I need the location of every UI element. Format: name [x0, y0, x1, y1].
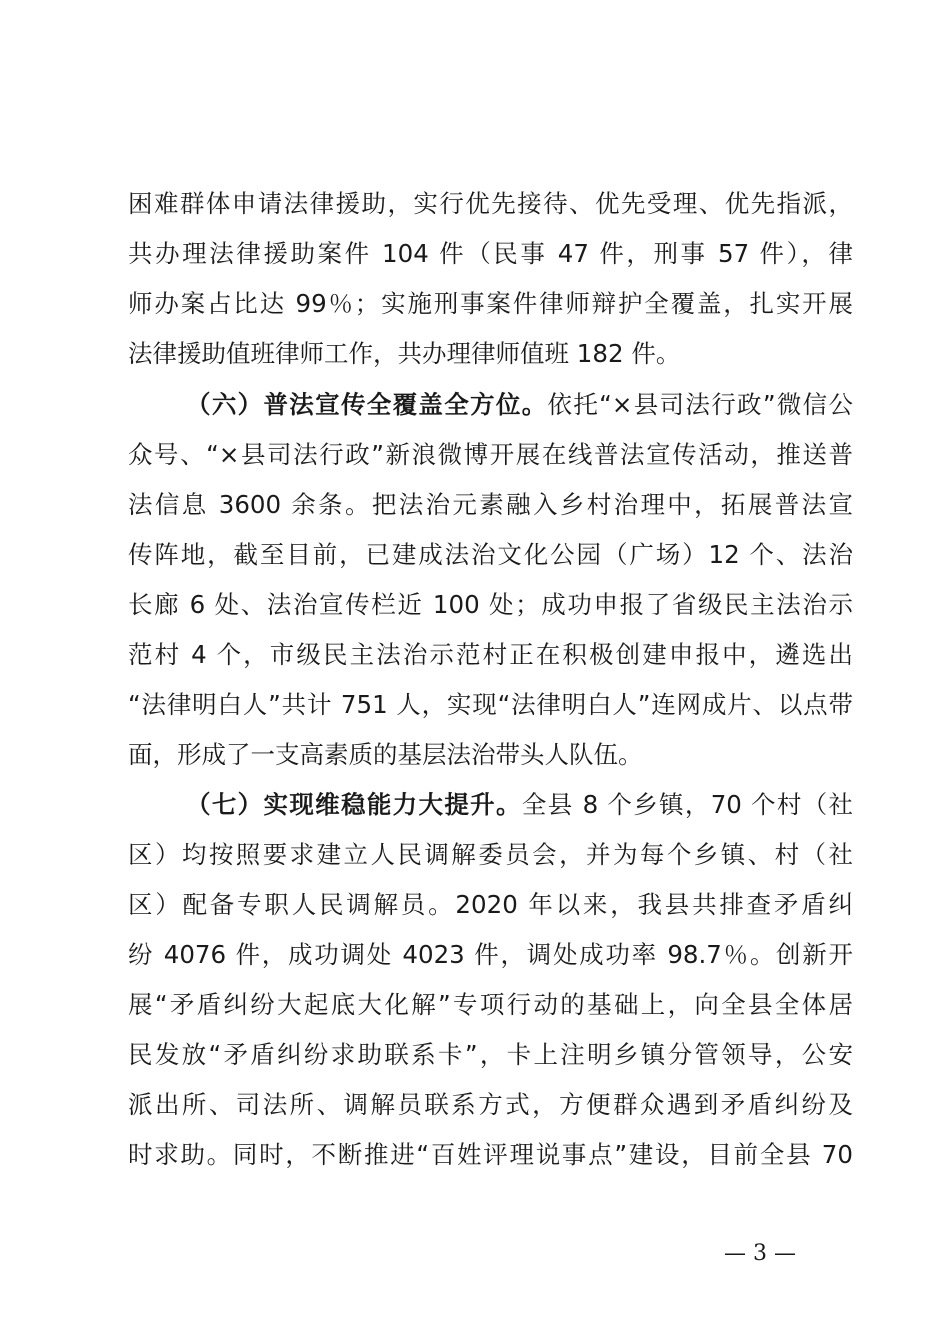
- text-line: 法律援助值班律师工作，共办理律师值班 182 件。: [128, 339, 681, 368]
- page-number: — 3 —: [724, 1241, 796, 1266]
- text-line: 区）配备专职人民调解员。2020 年以来，我县共排查矛盾纠: [128, 890, 853, 919]
- text-line: 民发放“矛盾纠纷求助联系卡”，卡上注明乡镇分管领导，公安: [128, 1040, 853, 1069]
- text-line: 派出所、司法所、调解员联系方式，方便群众遇到矛盾纠纷及: [128, 1090, 853, 1119]
- text-line: 时求助。同时，不断推进“百姓评理说事点”建设，目前全县 70: [128, 1140, 853, 1169]
- text-line: 面，形成了一支高素质的基层法治带头人队伍。: [128, 740, 643, 769]
- text-line: 法信息 3600 余条。把法治元素融入乡村治理中，拓展普法宣: [128, 490, 853, 519]
- text-line: 区）均按照要求建立人民调解委员会，并为每个乡镇、村（社: [128, 840, 853, 869]
- text-line: 共办理法律援助案件 104 件（民事 47 件，刑事 57 件），律: [128, 239, 853, 268]
- text-line: 众号、“×县司法行政”新浪微博开展在线普法宣传活动，推送普: [128, 440, 853, 469]
- section-seven-first-line: [186, 790, 853, 820]
- text-line: 师办案占比达 99％；实施刑事案件律师辩护全覆盖，扎实开展: [128, 289, 853, 318]
- text-line: 纷 4076 件，成功调处 4023 件，调处成功率 98.7％。创新开: [128, 940, 853, 969]
- section-six-first-line: [186, 390, 853, 420]
- section-six-first-text: 依托“×县司法行政”微信公: [547, 390, 853, 419]
- section-seven-first-text: 全县 8 个乡镇，70 个村（社: [521, 790, 853, 819]
- text-line: 范村 4 个，市级民主法治示范村正在积极创建申报中，遴选出: [128, 640, 853, 669]
- text-line: 展“矛盾纠纷大起底大化解”专项行动的基础上，向全县全体居: [128, 990, 853, 1019]
- text-line: 长廊 6 处、法治宣传栏近 100 处；成功申报了省级民主法治示: [128, 590, 853, 619]
- section-six-heading: （六）普法宣传全覆盖全方位。: [186, 390, 548, 419]
- section-seven-heading: （七）实现维稳能力大提升。: [186, 790, 522, 819]
- text-line: 困难群体申请法律援助，实行优先接待、优先受理、优先指派，: [128, 189, 853, 218]
- text-line: 传阵地，截至目前，已建成法治文化公园（广场）12 个、法治: [128, 540, 853, 569]
- text-line: “法律明白人”共计 751 人，实现“法律明白人”连网成片、以点带: [128, 690, 853, 719]
